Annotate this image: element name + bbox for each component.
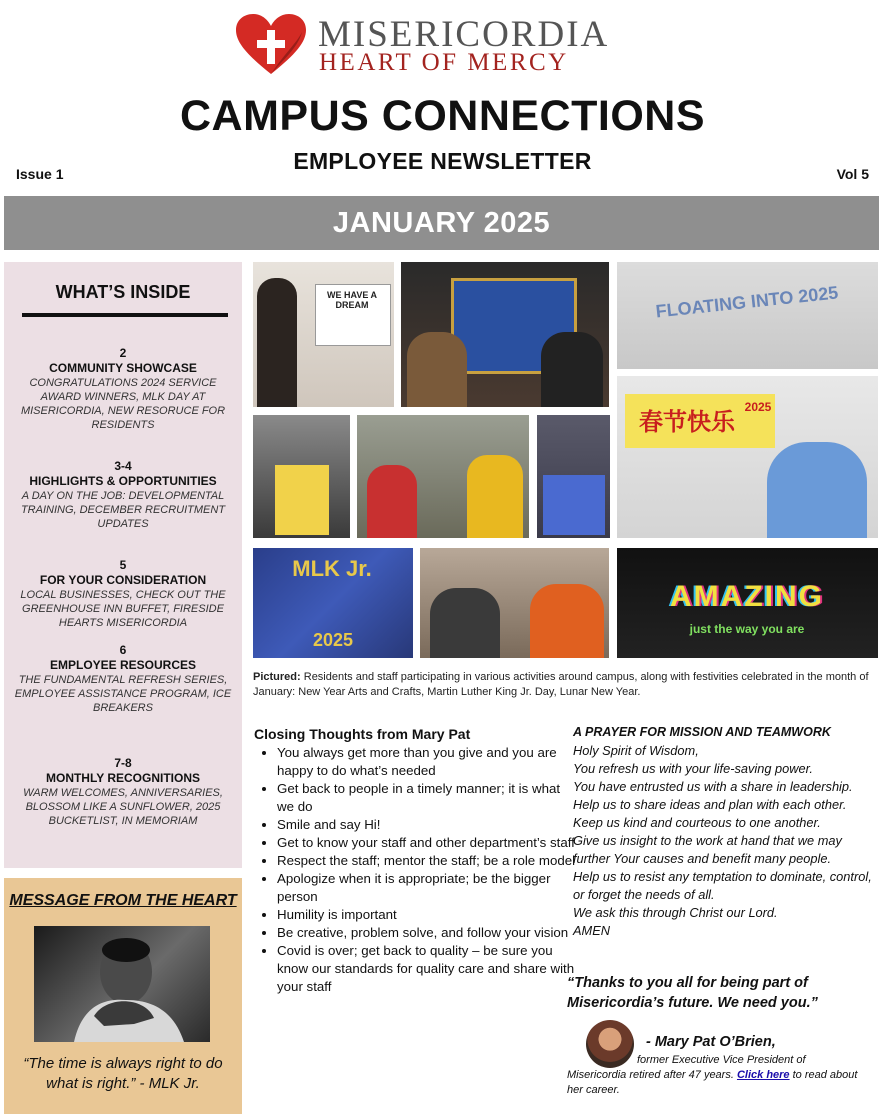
toc-description: LOCAL BUSINESSES, CHECK OUT THE GREENHOUSE INN BUFFET, FIRESIDE HEARTS MISERICORDIA [20,589,226,629]
signoff-bio [567,1053,867,1098]
prayer-line: You have entrusted us with a share in leadership. [573,779,853,794]
caption-text: Residents and staff participating in various activities around campus, along with festivities celebrated in the month of January: New Year Arts and Crafts, Martin Luther King Jr. Day, Lunar New Year. [253,671,869,698]
toc-item[interactable] [14,643,232,715]
toc-heading: MONTHLY RECOGNITIONS [45,771,200,785]
whats-inside-panel [4,262,242,868]
prayer-line: Keep us kind and courteous to one another. [573,815,821,830]
floating-banner-text: FLOATING INTO 2025 [654,282,840,322]
list-item: • Apologize when it is appropriate; be the bigger person [277,870,577,906]
photo-group-activity [357,415,529,538]
newsletter-title: CAMPUS CONNECTIONS [179,92,706,140]
list-item: • Get to know your staff and other department’s staff [277,834,577,852]
toc-description: WARM WELCOMES, ANNIVERSARIES, BLOSSOM LIKE A SUNFLOWER, 2025 BUCKETLIST, IN MEMORIAM [23,787,223,827]
thank-you-quote: “Thanks to you all for being part of Misericordia’s future. We need you.” [567,975,818,1011]
toc-heading: FOR YOUR CONSIDERATION [39,573,207,587]
toc-description: THE FUNDAMENTAL REFRESH SERIES, EMPLOYEE ASSISTANCE PROGRAM, ICE BREAKERS [14,674,232,714]
photo-lunar-new-year [617,376,878,538]
volume-number: Vol 5 [836,166,869,182]
mlk-portrait-photo [34,926,210,1042]
closing-thoughts-list [255,744,577,996]
toc-heading: HIGHLIGHTS & OPPORTUNITIES [29,474,217,488]
logo-tagline: HEART OF MERCY [319,49,569,76]
logo-wordmark: MISERICORDIA [318,14,610,55]
list-item: • Smile and say Hi! [277,816,577,834]
list-item: • Get back to people in a timely manner; it is what we do [277,780,577,816]
dream-sign-text: WE HAVE A DREAM [326,290,377,310]
whats-inside-title: WHAT’S INSIDE [55,282,191,302]
photo-floating-into-2025 [617,262,878,369]
list-item: • Be creative, problem solve, and follow your vision [277,924,577,942]
message-title: MESSAGE FROM THE HEART [9,892,237,909]
prayer-line: Give us insight to the work at hand that we may further Your causes and benefit many people. [573,833,842,866]
amazing-art-subtext: just the way you are [689,622,805,636]
prayer-line: AMEN [573,923,610,938]
photo-caption [253,670,877,700]
prayer-line: We ask this through Christ our Lord. [573,905,778,920]
toc-page: 3-4 [114,459,132,473]
list-item: • You always get more than you give and you are happy to do what’s needed [277,744,577,780]
bio-text-end: to read about her career. [567,1069,858,1096]
prayer-line: Holy Spirit of Wisdom, [573,743,699,758]
toc-item[interactable] [14,459,232,531]
toc-heading: EMPLOYEE RESOURCES [49,658,197,672]
list-item: • Covid is over; get back to quality – be sure you know our standards for quality care and share with your staff [277,942,577,996]
photo-mlk-art [253,548,413,658]
toc-page: 7-8 [114,756,132,770]
portrait-silhouette-icon [34,926,210,1042]
bio-text: former Executive Vice President of Misericordia retired after 47 years. [567,1054,806,1081]
prayer-line: Help us to resist any temptation to dominate, control, or forget the needs of all. [573,869,872,902]
toc-page: 5 [119,558,127,572]
toc-page: 2 [119,346,127,360]
misericordia-heart-logo-icon [236,14,306,76]
message-from-the-heart-panel [4,878,242,1114]
mlk-art-text: MLK Jr. [292,556,372,581]
photo-new-year-crafts [401,262,609,407]
lunar-sign-text: 春节快乐 [639,408,735,436]
photo-high-five [420,548,609,658]
toc-item[interactable] [14,346,232,432]
toc-item[interactable] [14,558,232,630]
amazing-art-text: AMAZING [670,580,824,613]
career-link[interactable]: Click here [736,1069,790,1081]
mlk-art-year: 2025 [312,630,354,650]
toc-description: CONGRATULATIONS 2024 SERVICE AWARD WINNERS, MLK DAY AT MISERICORDIA, NEW RESORUCE FOR RESIDENTS [20,377,226,431]
toc-heading: COMMUNITY SHOWCASE [49,361,197,375]
lunar-year-text: 2025 [744,400,772,414]
toc-page: 6 [119,643,127,657]
issue-number: Issue 1 [16,166,64,182]
prayer-line: Help us to share ideas and plan with each other. [573,797,847,812]
prayer-title: A PRAYER FOR MISSION AND TEAMWORK [573,725,831,739]
caption-label: Pictured: [253,671,301,683]
closing-thoughts-title: Closing Thoughts from Mary Pat [254,726,471,742]
prayer-body [573,742,873,940]
toc-item[interactable] [14,756,232,828]
list-item: • Respect the staff; mentor the staff; be a role model [277,852,577,870]
prayer-line: You refresh us with your life-saving power. [573,761,813,776]
list-item: • Humility is important [277,906,577,924]
photo-resident-heart-craft [253,415,350,538]
mlk-quote: “The time is always right to do what is right.” - MLK Jr. [23,1055,223,1092]
photo-resident-handprint [537,415,610,538]
photo-amazing-art [617,548,878,658]
divider [22,313,228,317]
date-banner: JANUARY 2025 [4,196,879,250]
toc-description: A DAY ON THE JOB: DEVELOPMENTAL TRAINING, DECEMBER RECRUITMENT UPDATES [20,490,226,530]
photo-we-have-a-dream [253,262,394,407]
signoff-name: - Mary Pat O’Brien, [646,1034,776,1050]
newsletter-subtitle: EMPLOYEE NEWSLETTER [293,148,592,174]
